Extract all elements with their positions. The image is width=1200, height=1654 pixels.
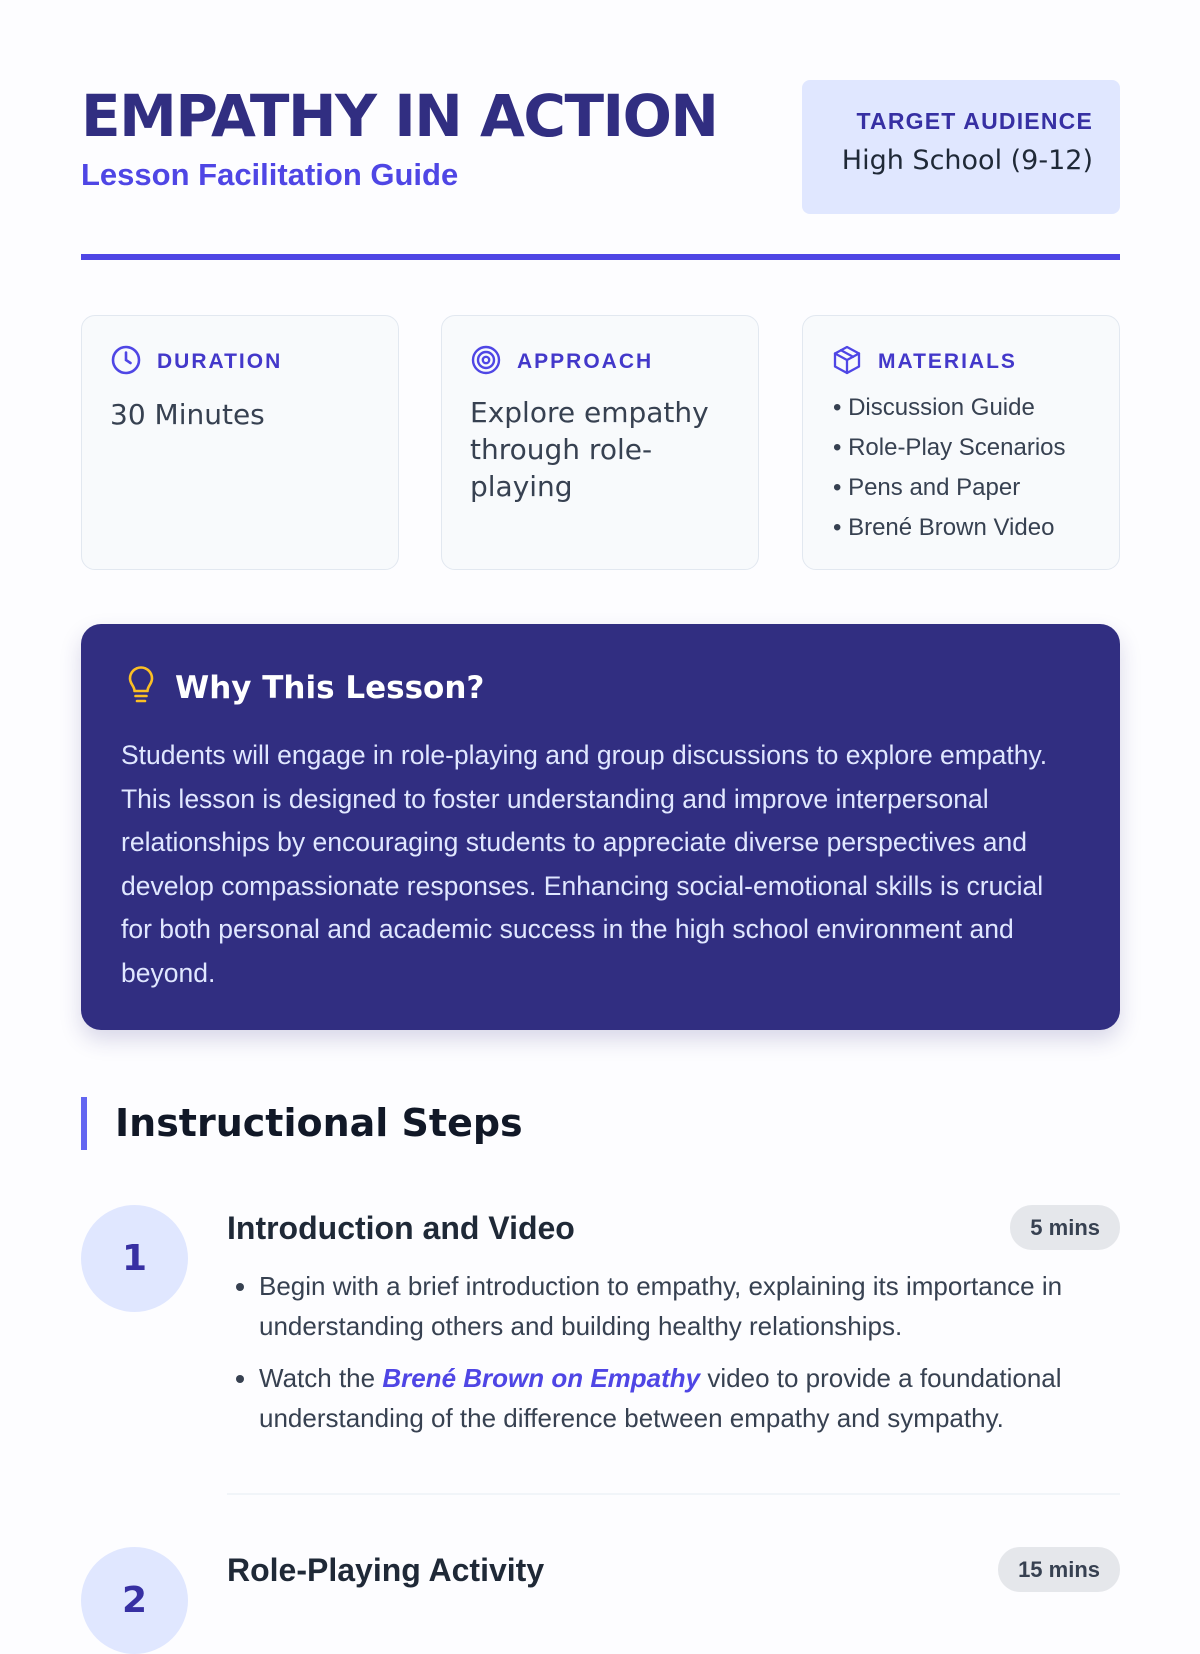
materials-card-header xyxy=(831,344,1017,380)
step-bullet-suffix: video to provide a foundational understanding of the difference between empathy and sympathy. xyxy=(259,1363,1062,1433)
step-number-badge: 1 xyxy=(81,1205,188,1312)
step-bullet xyxy=(259,1358,1129,1438)
target-audience-value: High School (9-12) xyxy=(841,145,1093,176)
duration-card xyxy=(81,315,399,570)
step-bullet-prefix: Watch the xyxy=(259,1363,376,1393)
header-divider xyxy=(81,254,1120,260)
duration-value: 30 Minutes xyxy=(110,398,265,431)
approach-card-header xyxy=(470,344,653,380)
step-duration-pill: 5 mins xyxy=(1010,1205,1120,1250)
step-bullet xyxy=(259,1266,1129,1346)
page-title: EMPATHY IN ACTION xyxy=(81,82,718,150)
lesson-header xyxy=(81,80,1120,214)
materials-item: • Brené Brown Video xyxy=(833,508,1066,548)
step-number-badge: 2 xyxy=(81,1547,188,1654)
materials-list xyxy=(833,388,1066,548)
approach-card xyxy=(441,315,759,570)
step-bullet-text: Begin with a brief introduction to empathy, explaining its importance in understanding others and building healthy relationships. xyxy=(259,1271,1063,1341)
materials-card xyxy=(802,315,1120,570)
why-this-lesson-panel xyxy=(81,624,1120,1030)
lightbulb-icon xyxy=(123,666,159,710)
duration-card-header xyxy=(110,344,282,380)
box-icon xyxy=(831,344,863,380)
step-bullet-list xyxy=(259,1266,1129,1450)
step-duration-pill: 15 mins xyxy=(998,1547,1120,1592)
clock-icon xyxy=(110,344,142,380)
materials-label: MATERIALS xyxy=(878,350,1017,373)
step-title: Role-Playing Activity xyxy=(227,1552,545,1588)
page-subtitle: Lesson Facilitation Guide xyxy=(81,157,459,192)
why-body-text: Students will engage in role-playing and group discussions to explore empathy. This lesson is designed to foster understanding and improve interpersonal relationships by encouraging students to appreciate diverse perspectives and develop compassionate responses. Enhancing social-emotional skills is crucial for both personal and academic success in the high school environment and beyond. xyxy=(121,740,1048,988)
materials-item: • Role-Play Scenarios xyxy=(833,428,1066,468)
materials-item: • Pens and Paper xyxy=(833,468,1066,508)
duration-label: DURATION xyxy=(157,350,283,373)
brene-brown-video-link[interactable]: Brené Brown on Empathy xyxy=(382,1363,701,1393)
why-title: Why This Lesson? xyxy=(175,670,485,706)
target-audience-label: TARGET AUDIENCE xyxy=(856,108,1093,134)
step-title: Introduction and Video xyxy=(227,1210,575,1246)
step-divider xyxy=(227,1493,1120,1495)
why-header xyxy=(123,666,484,710)
instructional-steps-heading: Instructional Steps xyxy=(81,1097,523,1150)
approach-label: APPROACH xyxy=(517,350,654,373)
target-icon xyxy=(470,344,502,380)
materials-item: • Discussion Guide xyxy=(833,388,1066,428)
target-audience-box xyxy=(802,80,1120,214)
approach-value: Explore empathy through role-playing xyxy=(470,396,709,503)
